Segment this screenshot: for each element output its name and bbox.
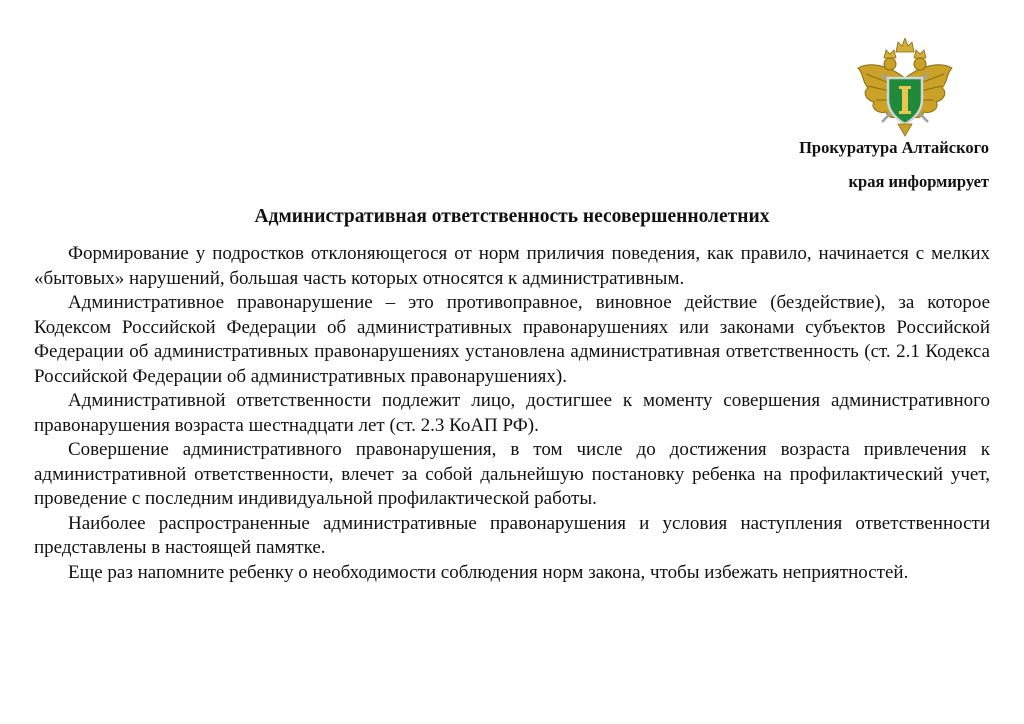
document-title: Административная ответственность несовершеннолетних <box>254 206 770 227</box>
prosecutor-emblem-icon <box>852 38 958 138</box>
document-body <box>34 242 990 585</box>
org-name-line2: края информирует <box>848 172 989 191</box>
paragraph-reminder: Еще раз напомните ребенку о необходимости соблюдения норм закона, чтобы избежать неприятностей. <box>68 561 909 583</box>
org-name-line1: Прокуратура Алтайского <box>799 138 989 157</box>
paragraph-consequences: Совершение административного правонарушения, в том числе до достижения возраста привлечения к административной ответственности, влечет за собой дальнейшую постановку ребенка на профилактический учет, проведение с последним индивидуальной профилактической работы. <box>34 439 990 509</box>
paragraph-intro: Формирование у подростков отклоняющегося от норм приличия поведения, как правило, начинается с мелких «бытовых» нарушений, большая часть которых относятся к административным. <box>34 243 990 289</box>
paragraph-memo: Наиболее распространенные административные правонарушения и условия наступления ответственности представлены в настоящей памятке. <box>34 512 990 558</box>
paragraph-definition: Административное правонарушение – это противоправное, виновное действие (бездействие), за которое Кодексом Российской Федерации об административных правонарушениях или законами субъектов Российской Федерации об административных правонарушениях установлена административная ответственность (ст. 2.1 Кодекса Российской Федерации об административных правонарушениях). <box>34 292 990 387</box>
paragraph-age: Административной ответственности подлежит лицо, достигшее к моменту совершения административного правонарушения возраста шестнадцати лет (ст. 2.3 КоАП РФ). <box>34 390 990 436</box>
